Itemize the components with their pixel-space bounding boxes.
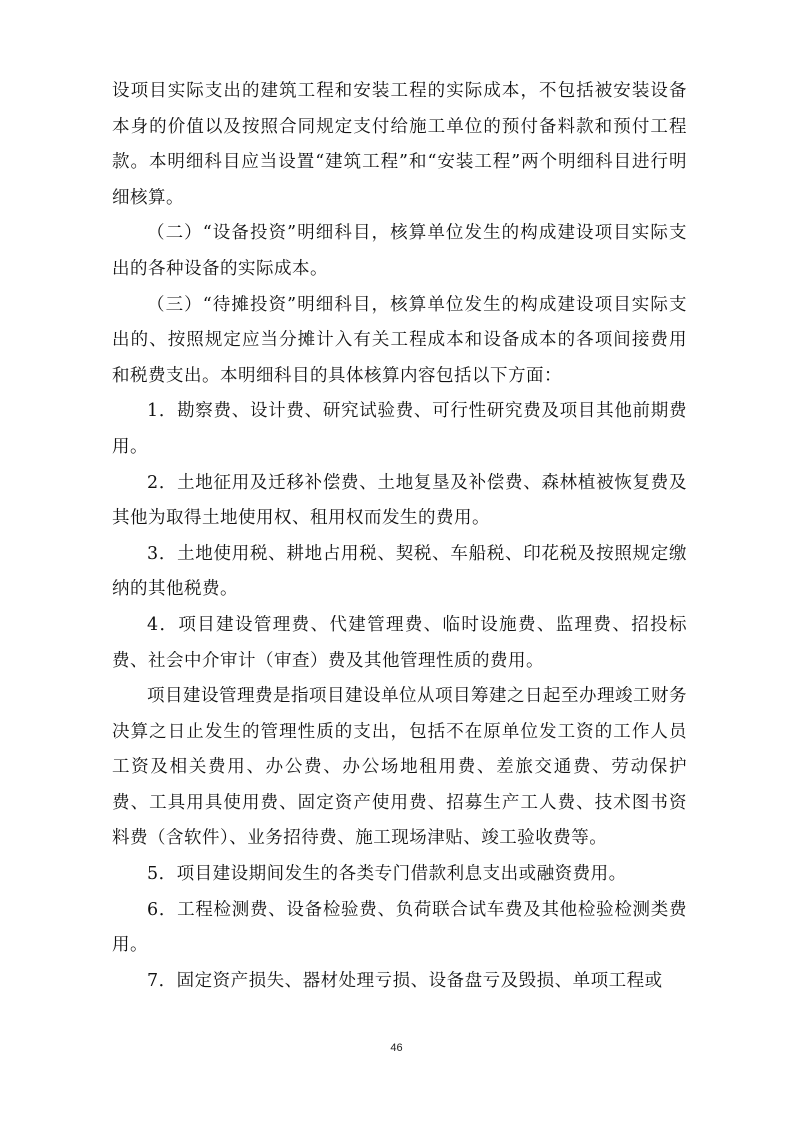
paragraph-equipment-investment: （二）“设备投资”明细科目，核算单位发生的构成建设项目实际支出的各种设备的实际成本。 [112, 223, 687, 279]
document-body [112, 74, 687, 999]
list-item-2: 2．土地征用及迁移补偿费、土地复垦及补偿费、森林植被恢复费及其他为取得土地使用权、租用权而发生的费用。 [112, 472, 687, 529]
list-item-6: 6．工程检测费、设备检验费、负荷联合试车费及其他检验检测类费用。 [112, 899, 687, 956]
paragraph-continuation: 设项目实际支出的建筑工程和安装工程的实际成本，不包括被安装设备本身的价值以及按照合同规定支付给施工单位的预付备料款和预付工程款。本明细科目应当设置“建筑工程”和“安装工程”两个明细科目进行明细核算。 [112, 81, 687, 208]
list-item-5: 5．项目建设期间发生的各类专门借款利息支出或融资费用。 [147, 864, 627, 885]
page-number: 46 [390, 1042, 403, 1054]
paragraph-deferred-investment: （三）“待摊投资”明细科目，核算单位发生的构成建设项目实际支出的、按照规定应当分摊计入有关工程成本和设备成本的各项间接费用和税费支出。本明细科目的具体核算内容包括以下方面： [112, 294, 687, 386]
list-item-1: 1．勘察费、设计费、研究试验费、可行性研究费及项目其他前期费用。 [112, 401, 687, 457]
list-item-7: 7．固定资产损失、器材处理亏损、设备盘亏及毁损、单项工程或 [147, 970, 663, 991]
list-item-4: 4．项目建设管理费、代建管理费、临时设施费、监理费、招投标费、社会中介审计（审查）费及其他管理性质的费用。 [112, 614, 687, 671]
list-item-3: 3．土地使用税、耕地占用税、契税、车船税、印花税及按照规定缴纳的其他税费。 [112, 543, 687, 600]
paragraph-management-fee-definition: 项目建设管理费是指项目建设单位从项目筹建之日起至办理竣工财务决算之日止发生的管理性质的支出，包括不在原单位发工资的工作人员工资及相关费用、办公费、办公场地租用费、差旅交通费、劳动保护费、工具用具使用费、固定资产使用费、招募生产工人费、技术图书资料费（含软件）、业务招待费、施工现场津贴、竣工验收费等。 [112, 686, 687, 849]
